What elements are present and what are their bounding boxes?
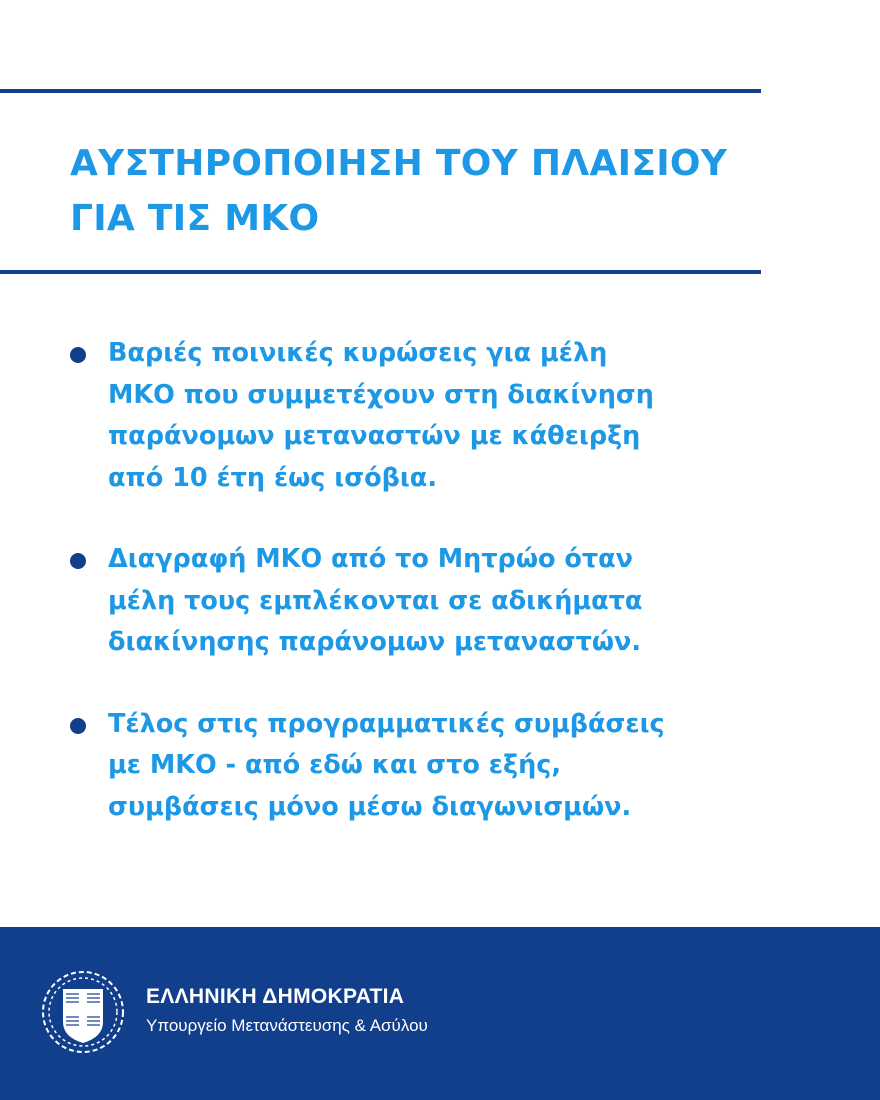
bullet-text: παράνομων μεταναστών με κάθειρξη — [108, 421, 641, 451]
page-title — [70, 136, 727, 246]
bullet-dot-icon — [70, 347, 86, 363]
list-item — [68, 704, 768, 829]
footer — [0, 927, 880, 1100]
bullet-text: διακίνησης παράνομων μεταναστών. — [108, 627, 642, 657]
bottom-divider — [0, 270, 761, 274]
top-divider — [0, 89, 761, 93]
bullet-dot-icon — [70, 553, 86, 569]
list-item — [68, 539, 768, 664]
bullet-text: από 10 έτη έως ισόβια. — [108, 462, 438, 493]
greek-coat-of-arms-icon — [38, 967, 128, 1057]
list-item — [68, 333, 768, 499]
title-line-1: ΑΥΣΤΗΡΟΠΟΙΗΣΗ ΤΟΥ ΠΛΑΙΣΙΟΥ — [70, 143, 728, 184]
footer-title: ΕΛΛΗΝΙΚΗ ΔΗΜΟΚΡΑΤΙΑ — [146, 985, 405, 1008]
bullet-text: Βαριές ποινικές κυρώσεις για μέλη — [108, 338, 608, 368]
bullet-text: ΜΚΟ που συμμετέχουν στη διακίνηση — [108, 379, 654, 410]
bullet-text: Τέλος στις προγραμματικές συμβάσεις — [108, 708, 665, 739]
bullet-text: συμβάσεις μόνο μέσω διαγωνισμών. — [108, 791, 632, 822]
title-line-2: ΓΙΑ ΤΙΣ ΜΚΟ — [70, 198, 320, 239]
bullet-text: μέλη τους εμπλέκονται σε αδικήματα — [108, 585, 643, 616]
bullet-text: με ΜΚΟ - από εδώ και στο εξής, — [108, 750, 562, 780]
bullet-list — [68, 333, 768, 868]
bullet-text: Διαγραφή ΜΚΟ από το Μητρώο όταν — [108, 544, 634, 574]
bullet-dot-icon — [70, 718, 86, 734]
footer-subtitle: Υπουργείο Μετανάστευσης & Ασύλου — [146, 1016, 428, 1035]
